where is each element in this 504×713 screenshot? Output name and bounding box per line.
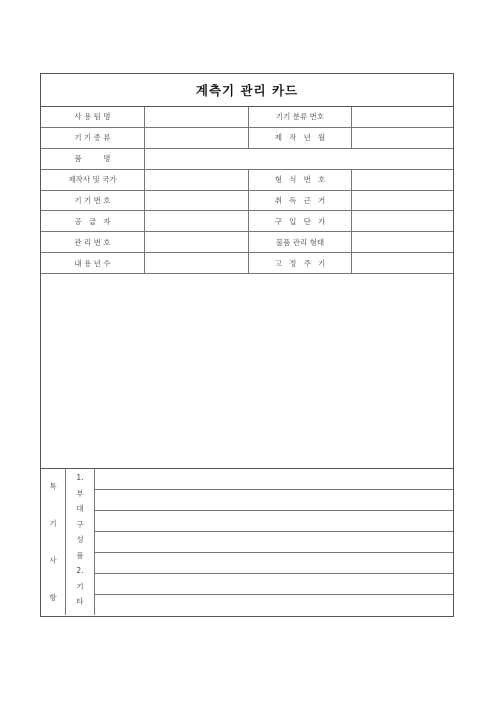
- value-team-name[interactable]: [145, 107, 249, 127]
- value-device-type[interactable]: [145, 128, 249, 148]
- notes-label-char: 항: [49, 593, 57, 603]
- value-fixed-cycle[interactable]: [352, 253, 453, 273]
- row-device-type: [41, 128, 453, 149]
- others-char: 타: [76, 597, 84, 607]
- row-manufacturer: [41, 170, 453, 191]
- row-item-name: [41, 149, 453, 170]
- row-supplier: [41, 211, 453, 232]
- notes-line[interactable]: [95, 469, 453, 490]
- notes-line[interactable]: [95, 532, 453, 553]
- accessories-char: 품: [76, 550, 84, 560]
- value-model-number[interactable]: [352, 170, 453, 190]
- notes-label-char: 특: [49, 482, 57, 492]
- notes-lines: [95, 469, 453, 615]
- value-management-type[interactable]: [352, 232, 453, 252]
- value-manufacture-date[interactable]: [352, 128, 453, 148]
- label-manufacture-date: 제 작 년 월: [249, 128, 352, 148]
- instrument-management-card: [40, 73, 454, 617]
- special-notes-label: [41, 469, 66, 615]
- label-acquisition-basis: 취 득 근 거: [249, 191, 352, 211]
- label-model-number: 형 식 번 호: [249, 170, 352, 190]
- special-notes-section: [41, 469, 453, 615]
- row-management-number: [41, 232, 453, 253]
- notes-line[interactable]: [95, 574, 453, 595]
- accessories-char: 1.: [76, 473, 84, 483]
- row-service-life: [41, 253, 453, 274]
- accessories-label: [66, 470, 94, 563]
- card-title: 계측기 관리 카드: [41, 74, 453, 107]
- value-acquisition-basis[interactable]: [352, 191, 453, 211]
- value-device-number[interactable]: [145, 191, 249, 211]
- notes-line[interactable]: [95, 511, 453, 532]
- value-manufacturer[interactable]: [145, 170, 249, 190]
- photo-area[interactable]: [41, 274, 453, 469]
- label-unit-price: 구 입 단 가: [249, 211, 352, 231]
- accessories-char: 대: [76, 504, 84, 514]
- accessories-char: 구: [76, 519, 84, 529]
- value-class-number[interactable]: [352, 107, 453, 127]
- accessories-char: 부: [76, 488, 84, 498]
- accessories-char: 성: [76, 535, 84, 545]
- label-management-type: 물품 관리 형태: [249, 232, 352, 252]
- row-device-number: [41, 191, 453, 212]
- label-team-name: 사 용 팀 명: [41, 107, 145, 127]
- label-management-number: 관 리 번 호: [41, 232, 145, 252]
- notes-label-char: 사: [49, 556, 57, 566]
- label-class-number: 기기 분류 번호: [249, 107, 352, 127]
- value-supplier[interactable]: [145, 211, 249, 231]
- notes-line[interactable]: [95, 490, 453, 511]
- row-team-name: [41, 107, 453, 128]
- label-service-life: 내 용 년 수: [41, 253, 145, 273]
- label-fixed-cycle: 고 정 주 기: [249, 253, 352, 273]
- notes-label-char: 기: [49, 519, 57, 529]
- label-item-name: 품 명: [41, 149, 145, 169]
- notes-sub-labels: [66, 469, 95, 615]
- others-char: 2.: [76, 566, 84, 576]
- label-device-number: 기 기 번 호: [41, 191, 145, 211]
- notes-line[interactable]: [95, 553, 453, 574]
- value-item-name[interactable]: [145, 149, 453, 169]
- value-service-life[interactable]: [145, 253, 249, 273]
- label-manufacturer: 제작사 및 국가: [41, 170, 145, 190]
- others-label: [66, 563, 94, 610]
- label-supplier: 공 급 자: [41, 211, 145, 231]
- value-management-number[interactable]: [145, 232, 249, 252]
- label-device-type: 기 기 종 류: [41, 128, 145, 148]
- value-unit-price[interactable]: [352, 211, 453, 231]
- others-char: 기: [76, 581, 84, 591]
- notes-line[interactable]: [95, 595, 453, 615]
